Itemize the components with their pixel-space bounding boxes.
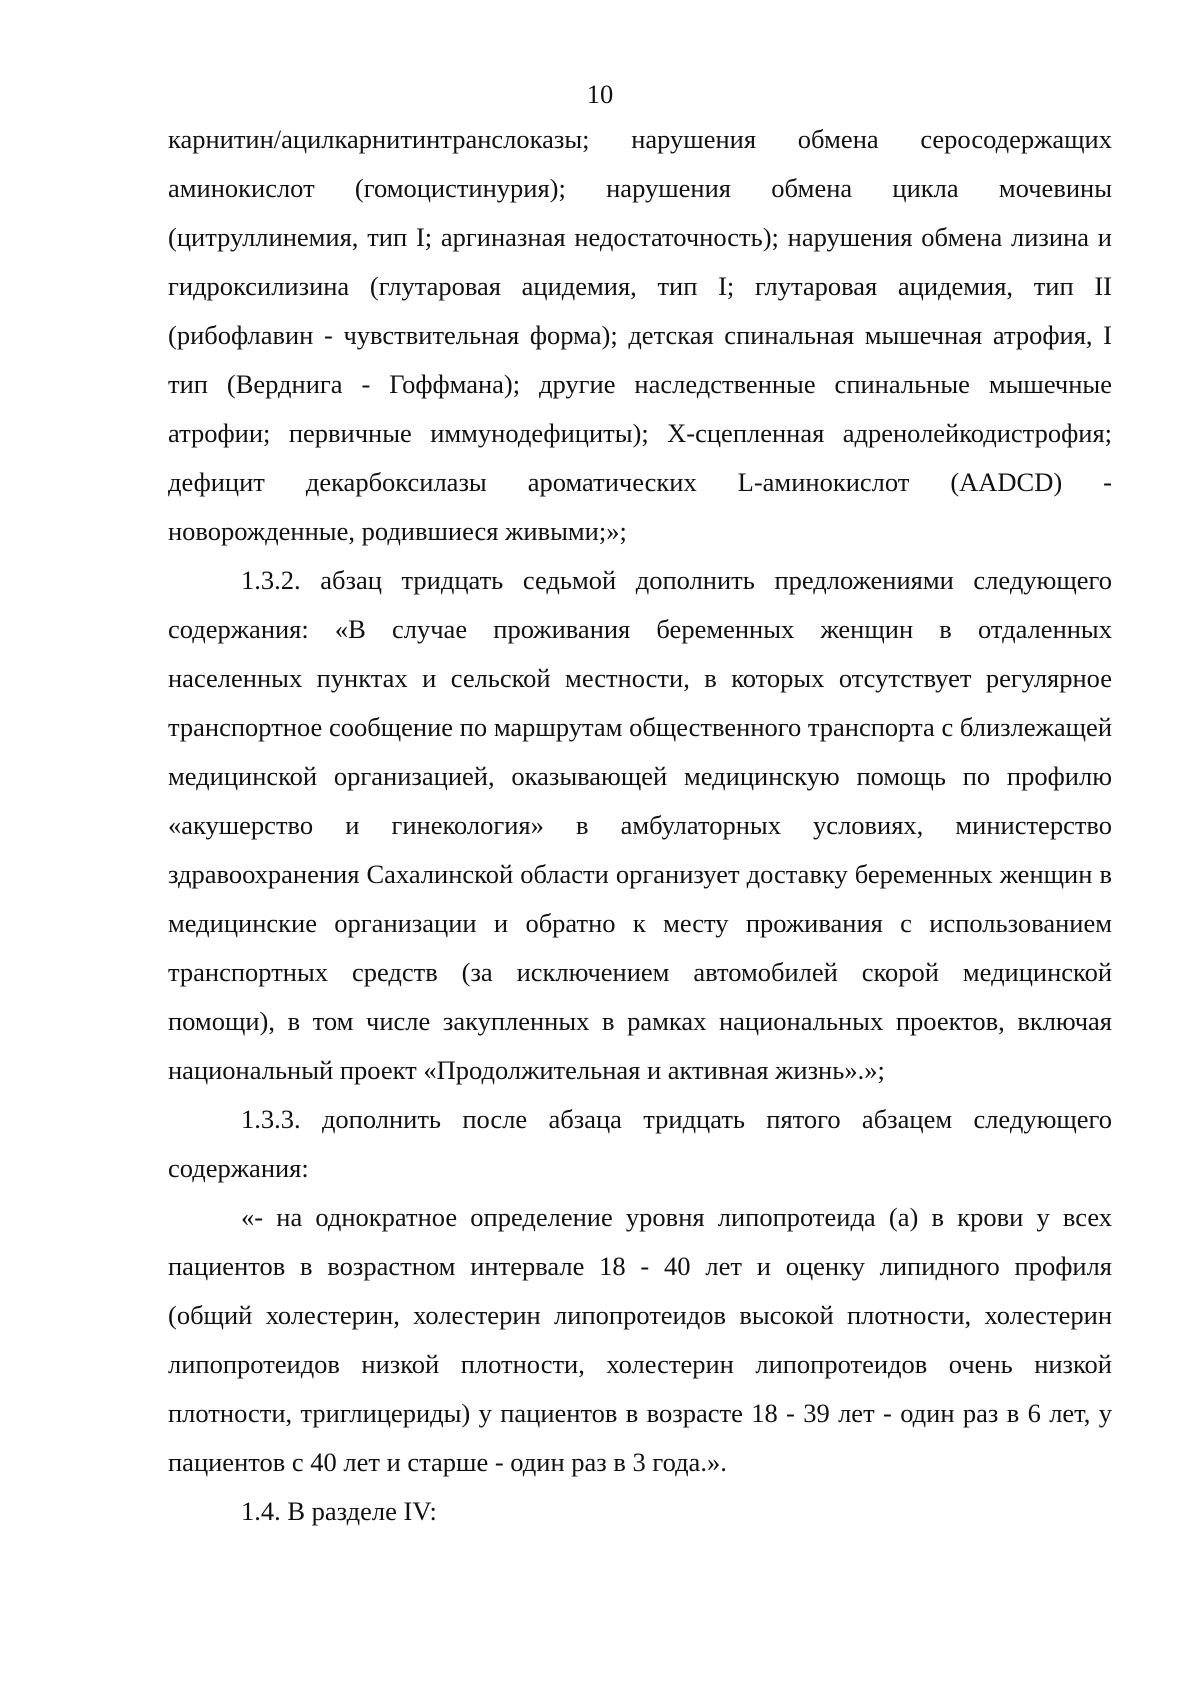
paragraph-lipoprotein-quote: «- на однократное определение уровня липопротеида (а) в крови у всех пациентов в возрастном интервале 18 - 40 лет и оценку липидного профиля (общий холестерин, холестерин липопротеидов высокой плотности, холестерин липопротеидов низкой плотности, холестерин липопротеидов очень низкой плотности, триглицериды) у пациентов в возрасте 18 - 39 лет - один раз в 6 лет, у пациентов с 40 лет и старше - один раз в 3 года.». — [168, 1202, 1112, 1477]
document-body — [168, 115, 1112, 1536]
paragraph-1-4: 1.4. В разделе IV: — [241, 1496, 437, 1526]
paragraph-disease-list-ending: карнитин/ацилкарнитинтранслоказы; нарушения обмена серосодержащих аминокислот (гомоцистинурия); нарушения обмена цикла мочевины (цитруллинемия, тип I; аргиназная недостаточность); нарушения обмена лизина и гидроксилизина (глутаровая ацидемия, тип I; глутаровая ацидемия, тип II (рибофлавин - чувствительная форма); детская спинальная мышечная атрофия, I тип (Верднига - Гоффмана); другие наследственные спинальные мышечные атрофии; первичные иммунодефициты); Х-сцепленная адренолейкодистрофия; дефицит декарбоксилазы ароматических L-аминокислот (AADCD) - новорожденные, родившиеся живыми;»; — [168, 124, 1112, 546]
paragraph-1-3-2: 1.3.2. абзац тридцать седьмой дополнить предложениями следующего содержания: «В случае проживания беременных женщин в отдаленных населенных пунктах и сельской местности, в которых отсутствует регулярное транспортное сообщение по маршрутам общественного транспорта с близлежащей медицинской организацией, оказывающей медицинскую помощь по профилю «акушерство и гинекология» в амбулаторных условиях, министерство здравоохранения Сахалинской области организует доставку беременных женщин в медицинские организации и обратно к месту проживания с использованием транспортных средств (за исключением автомобилей скорой медицинской помощи), в том числе закупленных в рамках национальных проектов, включая национальный проект «Продолжительная и активная жизнь».»; — [168, 565, 1112, 1085]
paragraph-1-3-3: 1.3.3. дополнить после абзаца тридцать пятого абзацем следующего содержания: — [168, 1104, 1112, 1183]
page-number: 10 — [586, 79, 614, 109]
